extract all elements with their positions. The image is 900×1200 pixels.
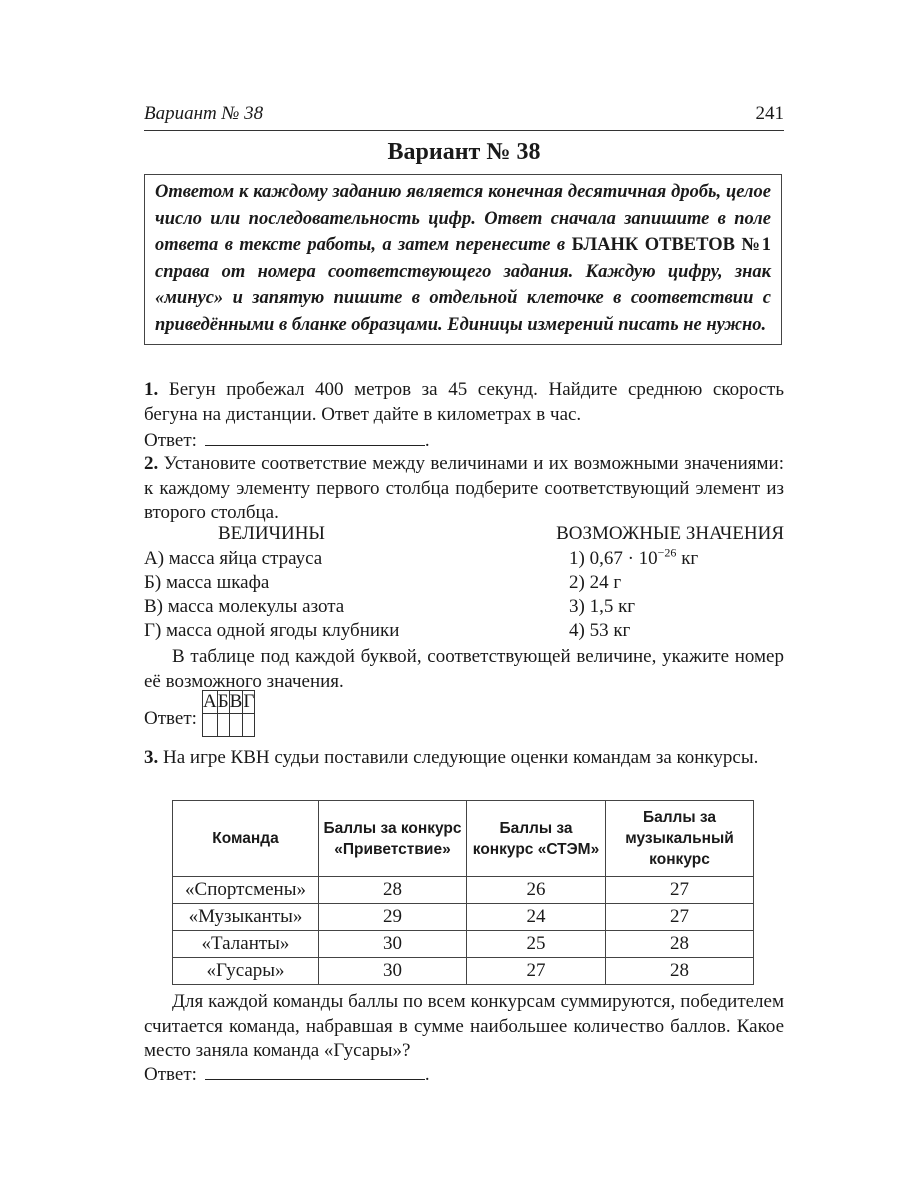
score-cell: 27 [606,904,754,931]
table-row [173,877,754,904]
instructions-emphasis: БЛАНК ОТВЕТОВ №1 [571,235,771,255]
page-title: Вариант № 38 [387,139,541,165]
score-cell: 30 [319,958,467,985]
table-row [173,904,754,931]
quantity-item: В) масса молекулы азота [144,596,345,617]
value-item: 4) 53 кг [569,620,631,641]
table-row [173,931,754,958]
running-head-variant: Вариант № 38 [144,103,264,124]
column-header: Баллы за конкурс «Приветствие» [319,801,467,877]
score-cell: 28 [606,958,754,985]
match-row [144,571,784,595]
task-1-number: 1. [144,379,159,400]
value-item: 2) 24 г [569,572,622,593]
match-row [144,547,784,571]
match-row [144,619,784,643]
quantity-item: Б) масса шкафа [144,572,270,593]
column-header: Команда [173,801,319,877]
running-head [144,100,784,131]
column-header: Баллы за музыкальный конкурс [606,801,754,877]
task-3-answer: Ответ: . [144,1061,784,1088]
task-3-answer-field[interactable] [205,1061,425,1080]
task-2-text: Установите соответствие между величинами и их возможными значениями: к каждому элементу первого столбца подберите соответствующий элемент из второго столбца. [144,453,785,523]
task-2-number: 2. [144,453,159,474]
score-cell: 28 [606,931,754,958]
score-cell: 29 [319,904,467,931]
answer-cell[interactable] [229,714,243,737]
quantity-item: Г) масса одной ягоды клубники [144,620,400,641]
column-header: Баллы за конкурс «СТЭМ» [467,801,606,877]
team-name: «Музыканты» [173,904,319,931]
task-1-answer: Ответ: . [144,427,784,454]
answer-letter: Г [243,691,255,712]
task-2-instruction: В таблице под каждой буквой, соответствующей величине, укажите номер её возможного значения. [144,646,784,692]
scores-table [172,800,754,985]
instructions-text-2: справа от номера соответствующего задания. Каждую цифру, знак «минус» и запятую пишите в отдельной клеточке в соответствии с приведёнными в бланке образцами. Единицы измерений писать не нужно. [155,261,771,335]
answer-cell[interactable] [203,714,218,737]
score-cell: 26 [467,877,606,904]
answer-letter: В [229,691,243,712]
answer-cell[interactable] [243,714,255,737]
task-1-answer-field[interactable] [205,427,425,446]
value-item: 3) 1,5 кг [569,596,636,617]
task-2-answer-table [202,690,255,737]
task-3-number: 3. [144,747,159,768]
quantities-header: ВЕЛИЧИНЫ [218,523,325,544]
page-number: 241 [755,103,784,124]
team-name: «Спортсмены» [173,877,319,904]
score-cell: 25 [467,931,606,958]
answer-cell[interactable] [217,714,229,737]
task-2-answer-label: Ответ: [144,708,197,729]
task-1-answer-label: Ответ: [144,430,197,451]
score-cell: 27 [467,958,606,985]
score-cell: 30 [319,931,467,958]
answer-letter: А [203,691,217,712]
match-row [144,595,784,619]
task-3-question: Для каждой команды баллы по всем конкурсам суммируются, победителем считается команда, набравшая в сумме наибольшее количество баллов. Какое место заняла команда «Гусары»? [144,991,784,1061]
score-cell: 27 [606,877,754,904]
task-3-answer-label: Ответ: [144,1064,197,1085]
table-row [173,958,754,985]
scores-header-row [173,801,754,877]
instructions-text-1: Ответом к каждому заданию является конечная десятичная дробь, целое число или последовательность цифр. Ответ сначала запишите в поле ответа в тексте работы, а затем перенесите в [155,182,771,255]
task-3-text: На игре КВН судьи поставили следующие оценки командам за конкурсы. [163,747,759,768]
values-header: ВОЗМОЖНЫЕ ЗНАЧЕНИЯ [556,523,784,544]
task-1 [144,378,784,427]
quantity-item: А) масса яйца страуса [144,548,323,569]
task-3 [144,746,784,771]
score-cell: 24 [467,904,606,931]
instructions-box [144,174,782,345]
task-1-text: Бегун пробежал 400 метров за 45 секунд. Найдите среднюю скорость бегуна на дистанции. Ответ дайте в километрах в час. [144,379,785,425]
team-name: «Гусары» [173,958,319,985]
task-2 [144,452,784,526]
value-item: 1) $0,67 \cdot 10^{-26}$ кг [569,545,699,569]
team-name: «Таланты» [173,931,319,958]
score-cell: 28 [319,877,467,904]
answer-letter: Б [217,691,229,712]
